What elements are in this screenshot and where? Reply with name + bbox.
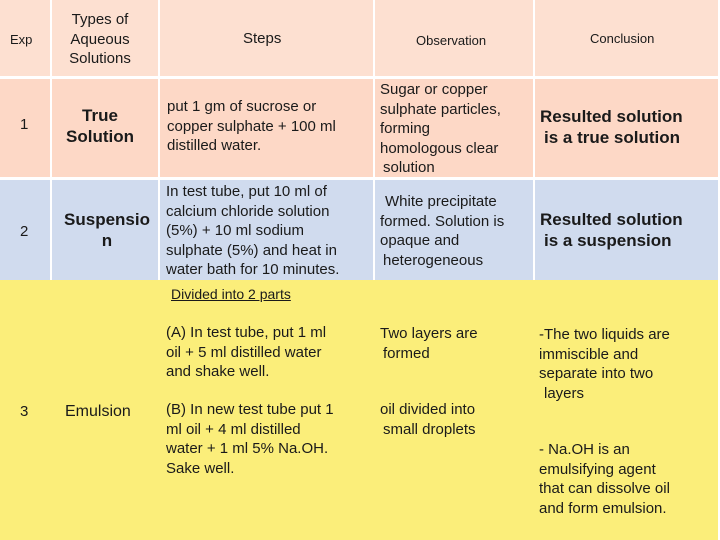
row2-exp: 2 [20,223,29,240]
row-true-solution [0,77,720,178]
row2-steps: In test tube, put 10 ml of calcium chloride solution (5%) + 10 ml sodium sulphate (5%) and heat in water bath for 10 minutes. [166,183,340,278]
row1-steps: put 1 gm of sucrose or copper sulphate + 100 ml distilled water. [167,98,336,154]
row1-conclusion: Resulted solution is a true solution [540,107,683,147]
row3-step-a: (A) In test tube, put 1 ml oil + 5 ml distilled water and shake well. [166,324,327,380]
row3-observation-a: Two layers are formed [380,325,478,362]
row1-observation: Sugar or copper sulphate particles, forming homologous clear solution [380,81,501,176]
row3-type: Emulsion [65,403,131,420]
row3-conclusion-b: - Na.OH is an emulsifying agent that can dissolve oil and form emulsion. [539,441,670,517]
column-divider [158,0,160,280]
row3-divided: Divided into 2 parts [171,286,291,302]
header-observation: Observation [416,33,487,48]
header-exp: Exp [10,32,33,47]
column-divider [50,0,52,280]
row1-type: True Solution [66,106,134,146]
row3-observation-b: oil divided into small droplets [380,401,476,438]
header-types: Types of Aqueous Solutions [69,11,131,67]
row-divider [0,76,720,79]
row3-conclusion-a: -The two liquids are immiscible and separate into two layers [539,326,670,402]
header-row [0,0,720,77]
row2-conclusion: Resulted solution is a suspension [540,210,683,250]
row3-exp: 3 [20,403,29,420]
row2-type: Suspensio n [64,210,150,250]
row-emulsion [0,280,720,540]
column-divider [533,0,535,280]
row1-exp: 1 [20,116,29,133]
column-divider [373,0,375,280]
row-divider [0,177,720,180]
header-steps: Steps [243,30,282,47]
row-suspension [0,178,720,280]
row3-step-b: (B) In new test tube put 1 ml oil + 4 ml distilled water + 1 ml 5% Na.OH. Sake well. [166,401,334,477]
header-conclusion: Conclusion [590,31,655,46]
row2-observation: White precipitate formed. Solution is opaque and heterogeneous [380,193,505,269]
